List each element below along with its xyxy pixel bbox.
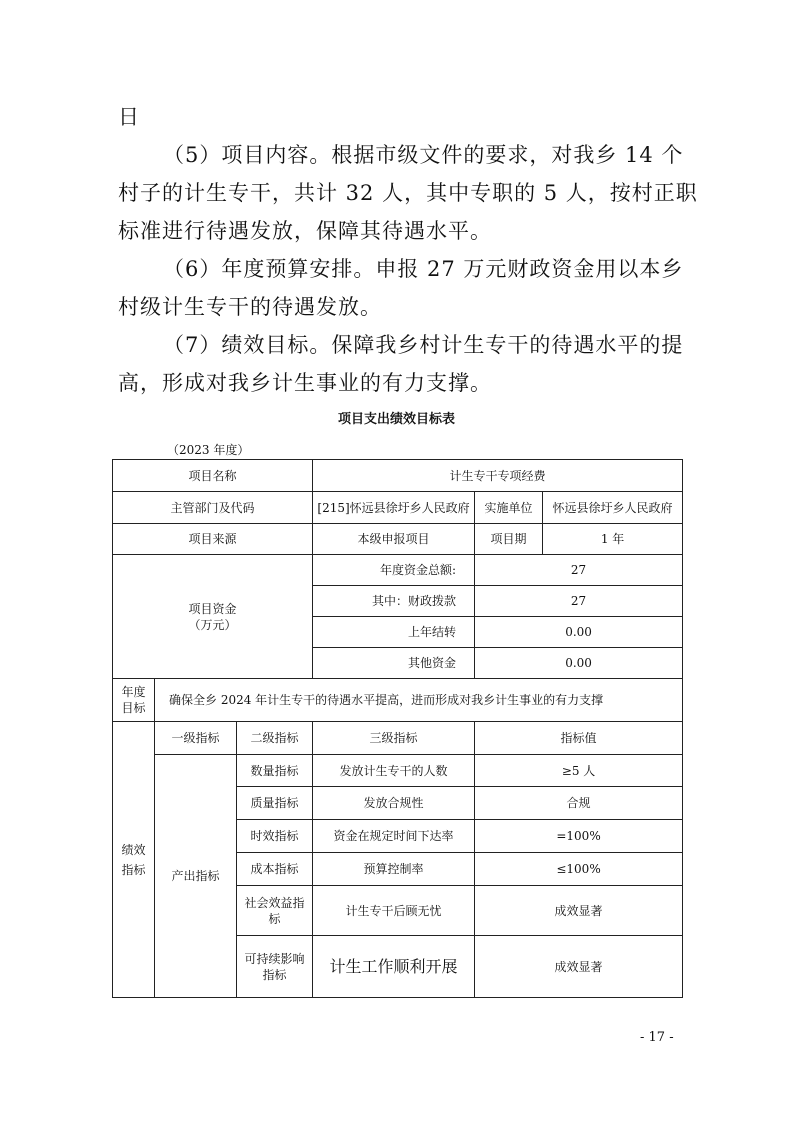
text-line: 日: [118, 105, 140, 129]
cell-l3: 计生专干后顾无忧: [313, 886, 475, 936]
cell-label: 主管部门及代码: [113, 492, 313, 524]
table-row: [113, 524, 683, 555]
cell-l3: 发放合规性: [313, 787, 475, 820]
cell-l3: 发放计生专干的人数: [313, 755, 475, 787]
cell-label: 实施单位: [475, 492, 543, 524]
performance-table: [112, 459, 683, 998]
header-cell: 二级指标: [237, 722, 313, 755]
cell-value: 0.00: [475, 617, 683, 648]
table-row: [113, 755, 683, 787]
cell-value: 27: [475, 586, 683, 617]
cell-value: 27: [475, 555, 683, 586]
table-row: [113, 722, 683, 755]
cell-l3: 资金在规定时间下达率: [313, 820, 475, 853]
cell-label: 项目名称: [113, 460, 313, 492]
cell-l2: 社会效益指标: [237, 886, 313, 936]
table-row: [113, 679, 683, 722]
cell-val: 合规: [475, 787, 683, 820]
output-label: 产出指标: [155, 755, 237, 998]
cell-value: 怀远县徐圩乡人民政府: [543, 492, 683, 524]
table-row: [113, 492, 683, 524]
cell-val: 成效显著: [475, 936, 683, 998]
cell-value: [215]怀远县徐圩乡人民政府: [313, 492, 475, 524]
cell-value: 1 年: [543, 524, 683, 555]
cell-value: 本级申报项目: [313, 524, 475, 555]
perf-label: 绩效指标: [113, 722, 155, 998]
text-line: （6）年度预算安排。申报 27 万元财政资金用以本乡: [163, 257, 684, 281]
cell-l3: 预算控制率: [313, 853, 475, 886]
cell-val: ≤100%: [475, 853, 683, 886]
cell-label: 年度资金总额:: [313, 555, 475, 586]
text-line: （5）项目内容。根据市级文件的要求，对我乡 14 个: [163, 143, 684, 167]
text-line: 村级计生专干的待遇发放。: [118, 295, 382, 319]
funds-label: 项目资金: [188, 601, 237, 616]
cell-l2: 成本指标: [237, 853, 313, 886]
header-cell: 一级指标: [155, 722, 237, 755]
goal-text: 确保全乡 2024 年计生专干的待遇水平提高，进而形成对我乡计生事业的有力支撑: [155, 679, 683, 722]
cell-label: 项目期: [475, 524, 543, 555]
header-cell: 三级指标: [313, 722, 475, 755]
table-row: [113, 555, 683, 586]
cell-val: =100%: [475, 820, 683, 853]
funds-unit: （万元）: [188, 617, 237, 632]
text-line: （7）绩效目标。保障我乡村计生专干的待遇水平的提: [163, 333, 684, 357]
cell-l3: 计生工作顺利开展: [313, 936, 475, 998]
body-text: [118, 98, 698, 402]
table-title: 项目支出绩效目标表: [337, 412, 455, 427]
cell-value: 计生专干专项经费: [313, 460, 683, 492]
year-note: （2023 年度）: [167, 443, 250, 457]
cell-value: 0.00: [475, 648, 683, 679]
cell-l2: 可持续影响指标: [237, 936, 313, 998]
text-line: 高，形成对我乡计生事业的有力支撑。: [118, 371, 492, 395]
cell-label: 其中：财政拨款: [313, 586, 475, 617]
cell-label: 年度目标: [113, 679, 155, 722]
header-cell: 指标值: [475, 722, 683, 755]
cell-label: 项目来源: [113, 524, 313, 555]
cell-val: ≥5 人: [475, 755, 683, 787]
page-number: - 17 -: [640, 1030, 674, 1045]
cell-label: 上年结转: [313, 617, 475, 648]
text-line: 标准进行待遇发放，保障其待遇水平。: [118, 219, 492, 243]
table-row: [113, 460, 683, 492]
cell-l2: 数量指标: [237, 755, 313, 787]
cell-l2: 质量指标: [237, 787, 313, 820]
text-line: 村子的计生专干，共计 32 人，其中专职的 5 人，按村正职: [118, 181, 698, 205]
funds-label-cell: [113, 555, 313, 679]
cell-l2: 时效指标: [237, 820, 313, 853]
cell-val: 成效显著: [475, 886, 683, 936]
cell-label: 其他资金: [313, 648, 475, 679]
